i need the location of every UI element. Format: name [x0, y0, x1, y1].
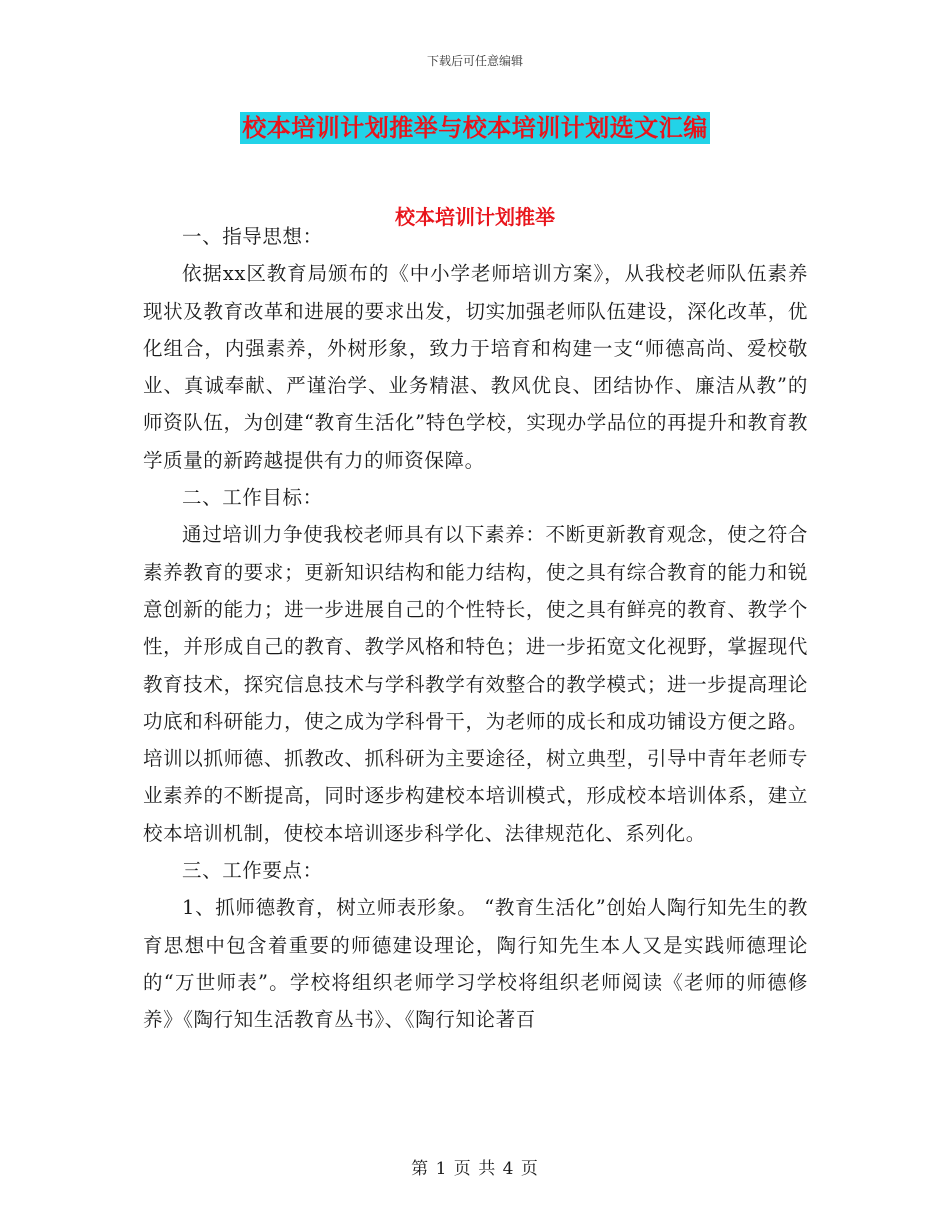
- section-heading-guiding-thought: 一、指导思想：: [182, 225, 323, 248]
- page-number-footer: 第 1 页 共 4 页: [411, 1159, 539, 1179]
- main-title-container: [0, 112, 950, 144]
- document-sub-title: 校本培训计划推举: [395, 205, 555, 229]
- document-body: [143, 218, 808, 1039]
- section-heading-work-goals: 二、工作目标：: [182, 486, 323, 510]
- paragraph-guiding-thought: 依据xx区教育局颁布的《中小学老师培训方案》，从我校老师队伍素养现状及教育改革和进展的要求出发，切实加强老师队伍建设，深化改革，优化组合，内强素养，外树形象，致力于培育和构建一支“师德高尚、爱校敬业、真诚奉献、严谨治学、业务精湛、教风优良、团结协作、廉洁从教”的师资队伍，为创建“教育生活化”特色学校，实现办学品位的再提升和教育教学质量的新跨越提供有力的师资保障。: [143, 262, 808, 472]
- paragraph-work-point-1: 1、抓师德教育，树立师表形象。 “教育生活化”创始人陶行知先生的教育思想中包含着重要的师德建设理论，陶行知先生本人又是实践师德理论的“万世师表”。学校将组织老师学习学校将组织老师阅读《老师的师德修养》《陶行知生活教育丛书》、《陶行知论著百: [143, 896, 808, 1032]
- paragraph-work-goals: 通过培训力争使我校老师具有以下素养：不断更新教育观念，使之符合素养教育的要求；更新知识结构和能力结构，使之具有综合教育的能力和锐意创新的能力；进一步进展自己的个性特长，使之具有鲜亮的教育、教学个性，并形成自己的教育、教学风格和特色；进一步拓宽文化视野，掌握现代教育技术，探究信息技术与学科教学有效整合的教学模式；进一步提高理论功底和科研能力，使之成为学科骨干，为老师的成长和成功铺设方便之路。培训以抓师德、抓教改、抓科研为主要途径，树立典型，引导中青年老师专业素养的不断提高，同时逐步构建校本培训模式，形成校本培训体系，建立校本培训机制，使校本培训逐步科学化、法律规范化、系列化。: [143, 523, 808, 845]
- section-heading-work-points: 三、工作要点：: [182, 859, 323, 883]
- page-header-note: 下载后可任意编辑: [426, 54, 523, 68]
- document-main-title: 校本培训计划推举与校本培训计划选文汇编: [242, 114, 708, 142]
